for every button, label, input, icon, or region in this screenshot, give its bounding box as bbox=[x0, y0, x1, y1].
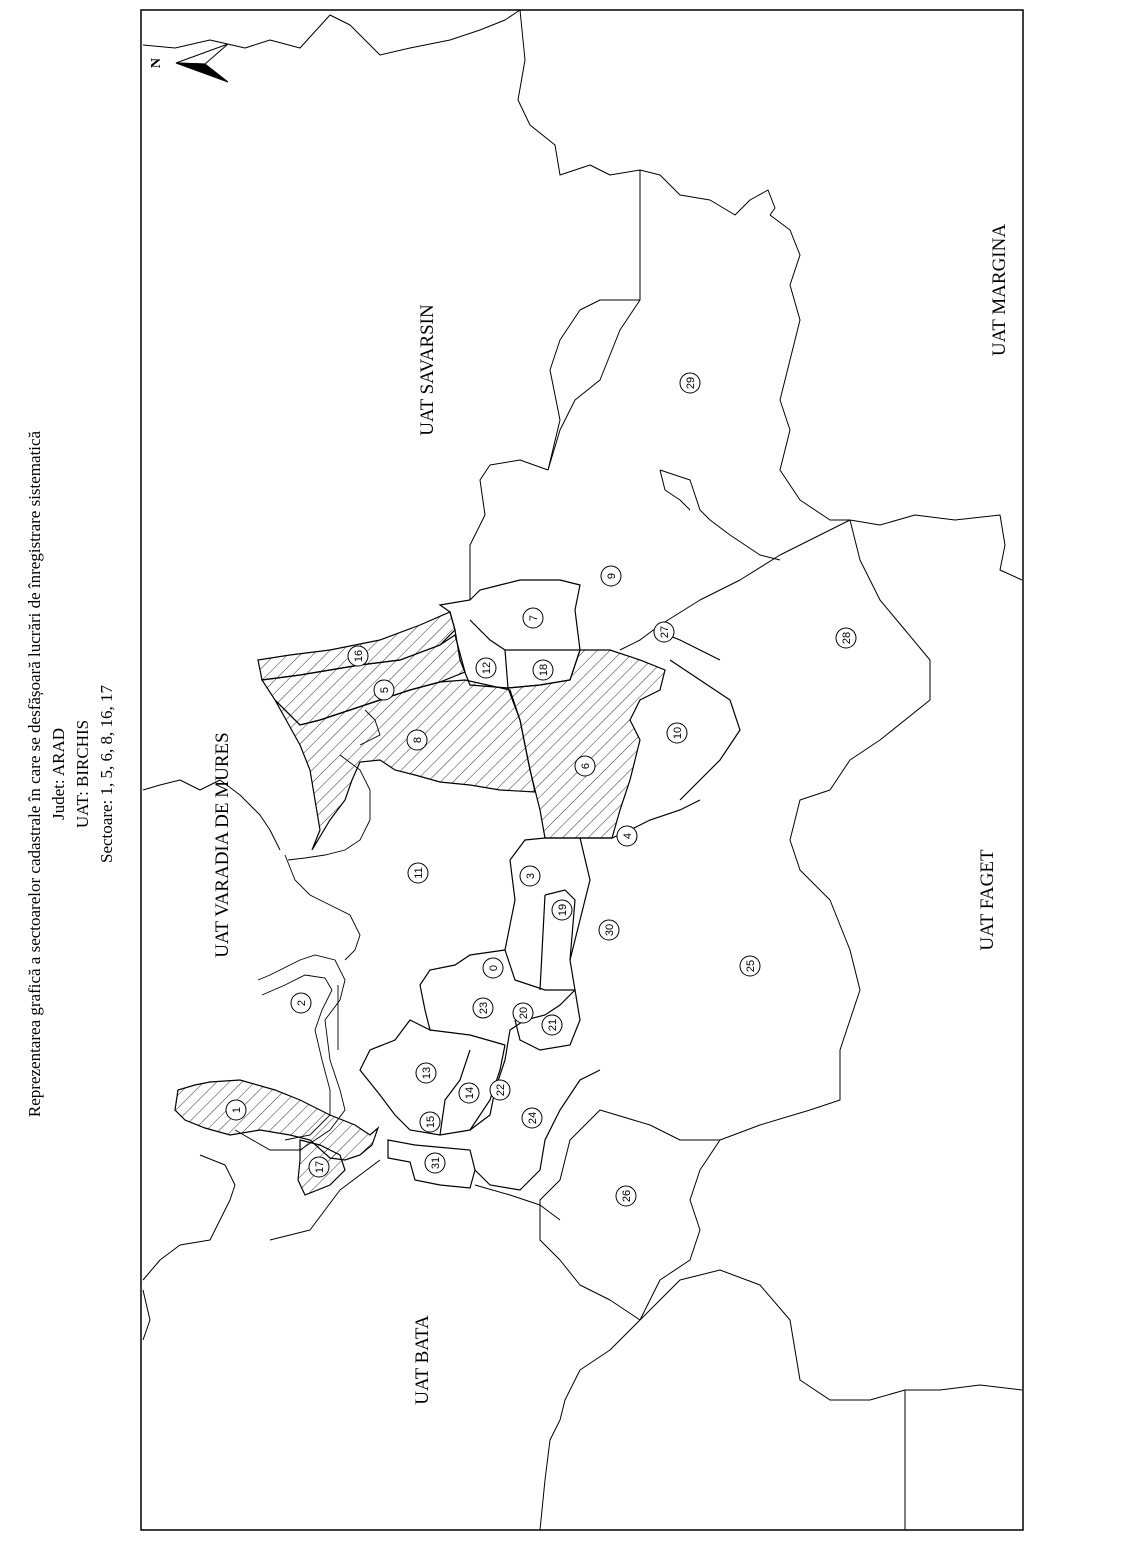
sector-label-29 bbox=[680, 373, 700, 393]
sector-label-10 bbox=[667, 723, 687, 743]
sector-label-19 bbox=[552, 900, 572, 920]
svg-text:1: 1 bbox=[231, 1106, 243, 1114]
svg-text:23: 23 bbox=[478, 1001, 490, 1015]
sector-label-12 bbox=[476, 658, 496, 678]
svg-text:5: 5 bbox=[379, 686, 391, 694]
sector-label-8 bbox=[407, 730, 427, 750]
svg-text:11: 11 bbox=[413, 867, 425, 879]
svg-text:17: 17 bbox=[314, 1160, 326, 1174]
map-title-block bbox=[25, 430, 116, 1117]
uat-varadia-label: UAT VARADIA DE MURES bbox=[212, 732, 233, 958]
sector-label-3 bbox=[520, 866, 540, 886]
uat-bata-label: UAT BATA bbox=[412, 1315, 433, 1405]
sector-label-27 bbox=[654, 622, 674, 642]
county-line: Judet: ARAD bbox=[49, 727, 68, 821]
svg-text:2: 2 bbox=[296, 999, 308, 1007]
north-arrow-icon bbox=[149, 44, 228, 82]
sector-label-11 bbox=[408, 863, 428, 883]
uat-faget-label: UAT FAGET bbox=[977, 849, 998, 951]
sector-label-5 bbox=[374, 680, 394, 700]
sector-label-20 bbox=[513, 1003, 533, 1023]
sector-label-26 bbox=[616, 1186, 636, 1206]
sector-label-14 bbox=[459, 1083, 479, 1103]
sector-label-23 bbox=[473, 998, 493, 1018]
sector-6-area bbox=[508, 650, 665, 838]
svg-text:25: 25 bbox=[745, 959, 757, 973]
svg-text:26: 26 bbox=[621, 1189, 633, 1203]
svg-text:6: 6 bbox=[580, 762, 592, 770]
svg-text:22: 22 bbox=[495, 1083, 507, 1097]
svg-text:30: 30 bbox=[604, 923, 616, 937]
sector-label-4 bbox=[617, 826, 637, 846]
svg-text:21: 21 bbox=[547, 1018, 559, 1032]
svg-text:13: 13 bbox=[421, 1066, 433, 1080]
svg-text:9: 9 bbox=[606, 572, 618, 580]
sector-label-22 bbox=[490, 1080, 510, 1100]
sector-label-1 bbox=[226, 1100, 246, 1120]
svg-text:31: 31 bbox=[430, 1156, 442, 1170]
svg-text:12: 12 bbox=[481, 661, 493, 675]
svg-text:7: 7 bbox=[528, 614, 540, 622]
sector-label-0 bbox=[483, 958, 503, 978]
svg-text:27: 27 bbox=[659, 625, 671, 639]
sector-label-6 bbox=[575, 756, 595, 776]
svg-text:3: 3 bbox=[525, 872, 537, 880]
sector-label-7 bbox=[523, 608, 543, 628]
sector-label-21 bbox=[542, 1015, 562, 1035]
river-mures bbox=[235, 710, 380, 1150]
sectors-line: Sectoare: 1, 5, 6, 8, 16, 17 bbox=[97, 685, 116, 863]
svg-text:16: 16 bbox=[353, 649, 365, 663]
svg-text:14: 14 bbox=[464, 1086, 476, 1100]
sector-label-13 bbox=[416, 1063, 436, 1083]
svg-text:4: 4 bbox=[622, 832, 634, 840]
svg-text:8: 8 bbox=[412, 736, 424, 744]
svg-text:N: N bbox=[149, 57, 164, 69]
sector-label-15 bbox=[420, 1112, 440, 1132]
svg-text:28: 28 bbox=[841, 631, 853, 645]
map-title: Reprezentarea grafică a sectoarelor cadastrale în care se desfășoară lucrări de înregistrare sistematică bbox=[25, 430, 44, 1118]
sector-label-25 bbox=[740, 956, 760, 976]
svg-text:20: 20 bbox=[518, 1006, 530, 1020]
sector-label-30 bbox=[599, 920, 619, 940]
svg-text:0: 0 bbox=[488, 964, 500, 972]
svg-text:18: 18 bbox=[538, 663, 550, 677]
sector-label-28 bbox=[836, 628, 856, 648]
sector-label-2 bbox=[291, 993, 311, 1013]
sector-label-31 bbox=[425, 1153, 445, 1173]
sector-label-18 bbox=[533, 660, 553, 680]
uat-margina-label: UAT MARGINA bbox=[989, 223, 1010, 357]
svg-text:19: 19 bbox=[557, 903, 569, 917]
sector-label-24 bbox=[522, 1108, 542, 1128]
uat-line: UAT: BIRCHIS bbox=[73, 719, 92, 829]
hatched-sectors-layer bbox=[175, 612, 665, 1195]
sector-1-area bbox=[175, 1080, 378, 1160]
svg-text:15: 15 bbox=[425, 1115, 437, 1129]
svg-text:29: 29 bbox=[685, 376, 697, 390]
sector-label-16 bbox=[348, 646, 368, 666]
sector-label-17 bbox=[309, 1157, 329, 1177]
sector-label-9 bbox=[601, 566, 621, 586]
svg-text:24: 24 bbox=[527, 1111, 539, 1125]
svg-text:10: 10 bbox=[672, 726, 684, 740]
uat-savarsin-label: UAT SAVARSIN bbox=[417, 304, 438, 436]
